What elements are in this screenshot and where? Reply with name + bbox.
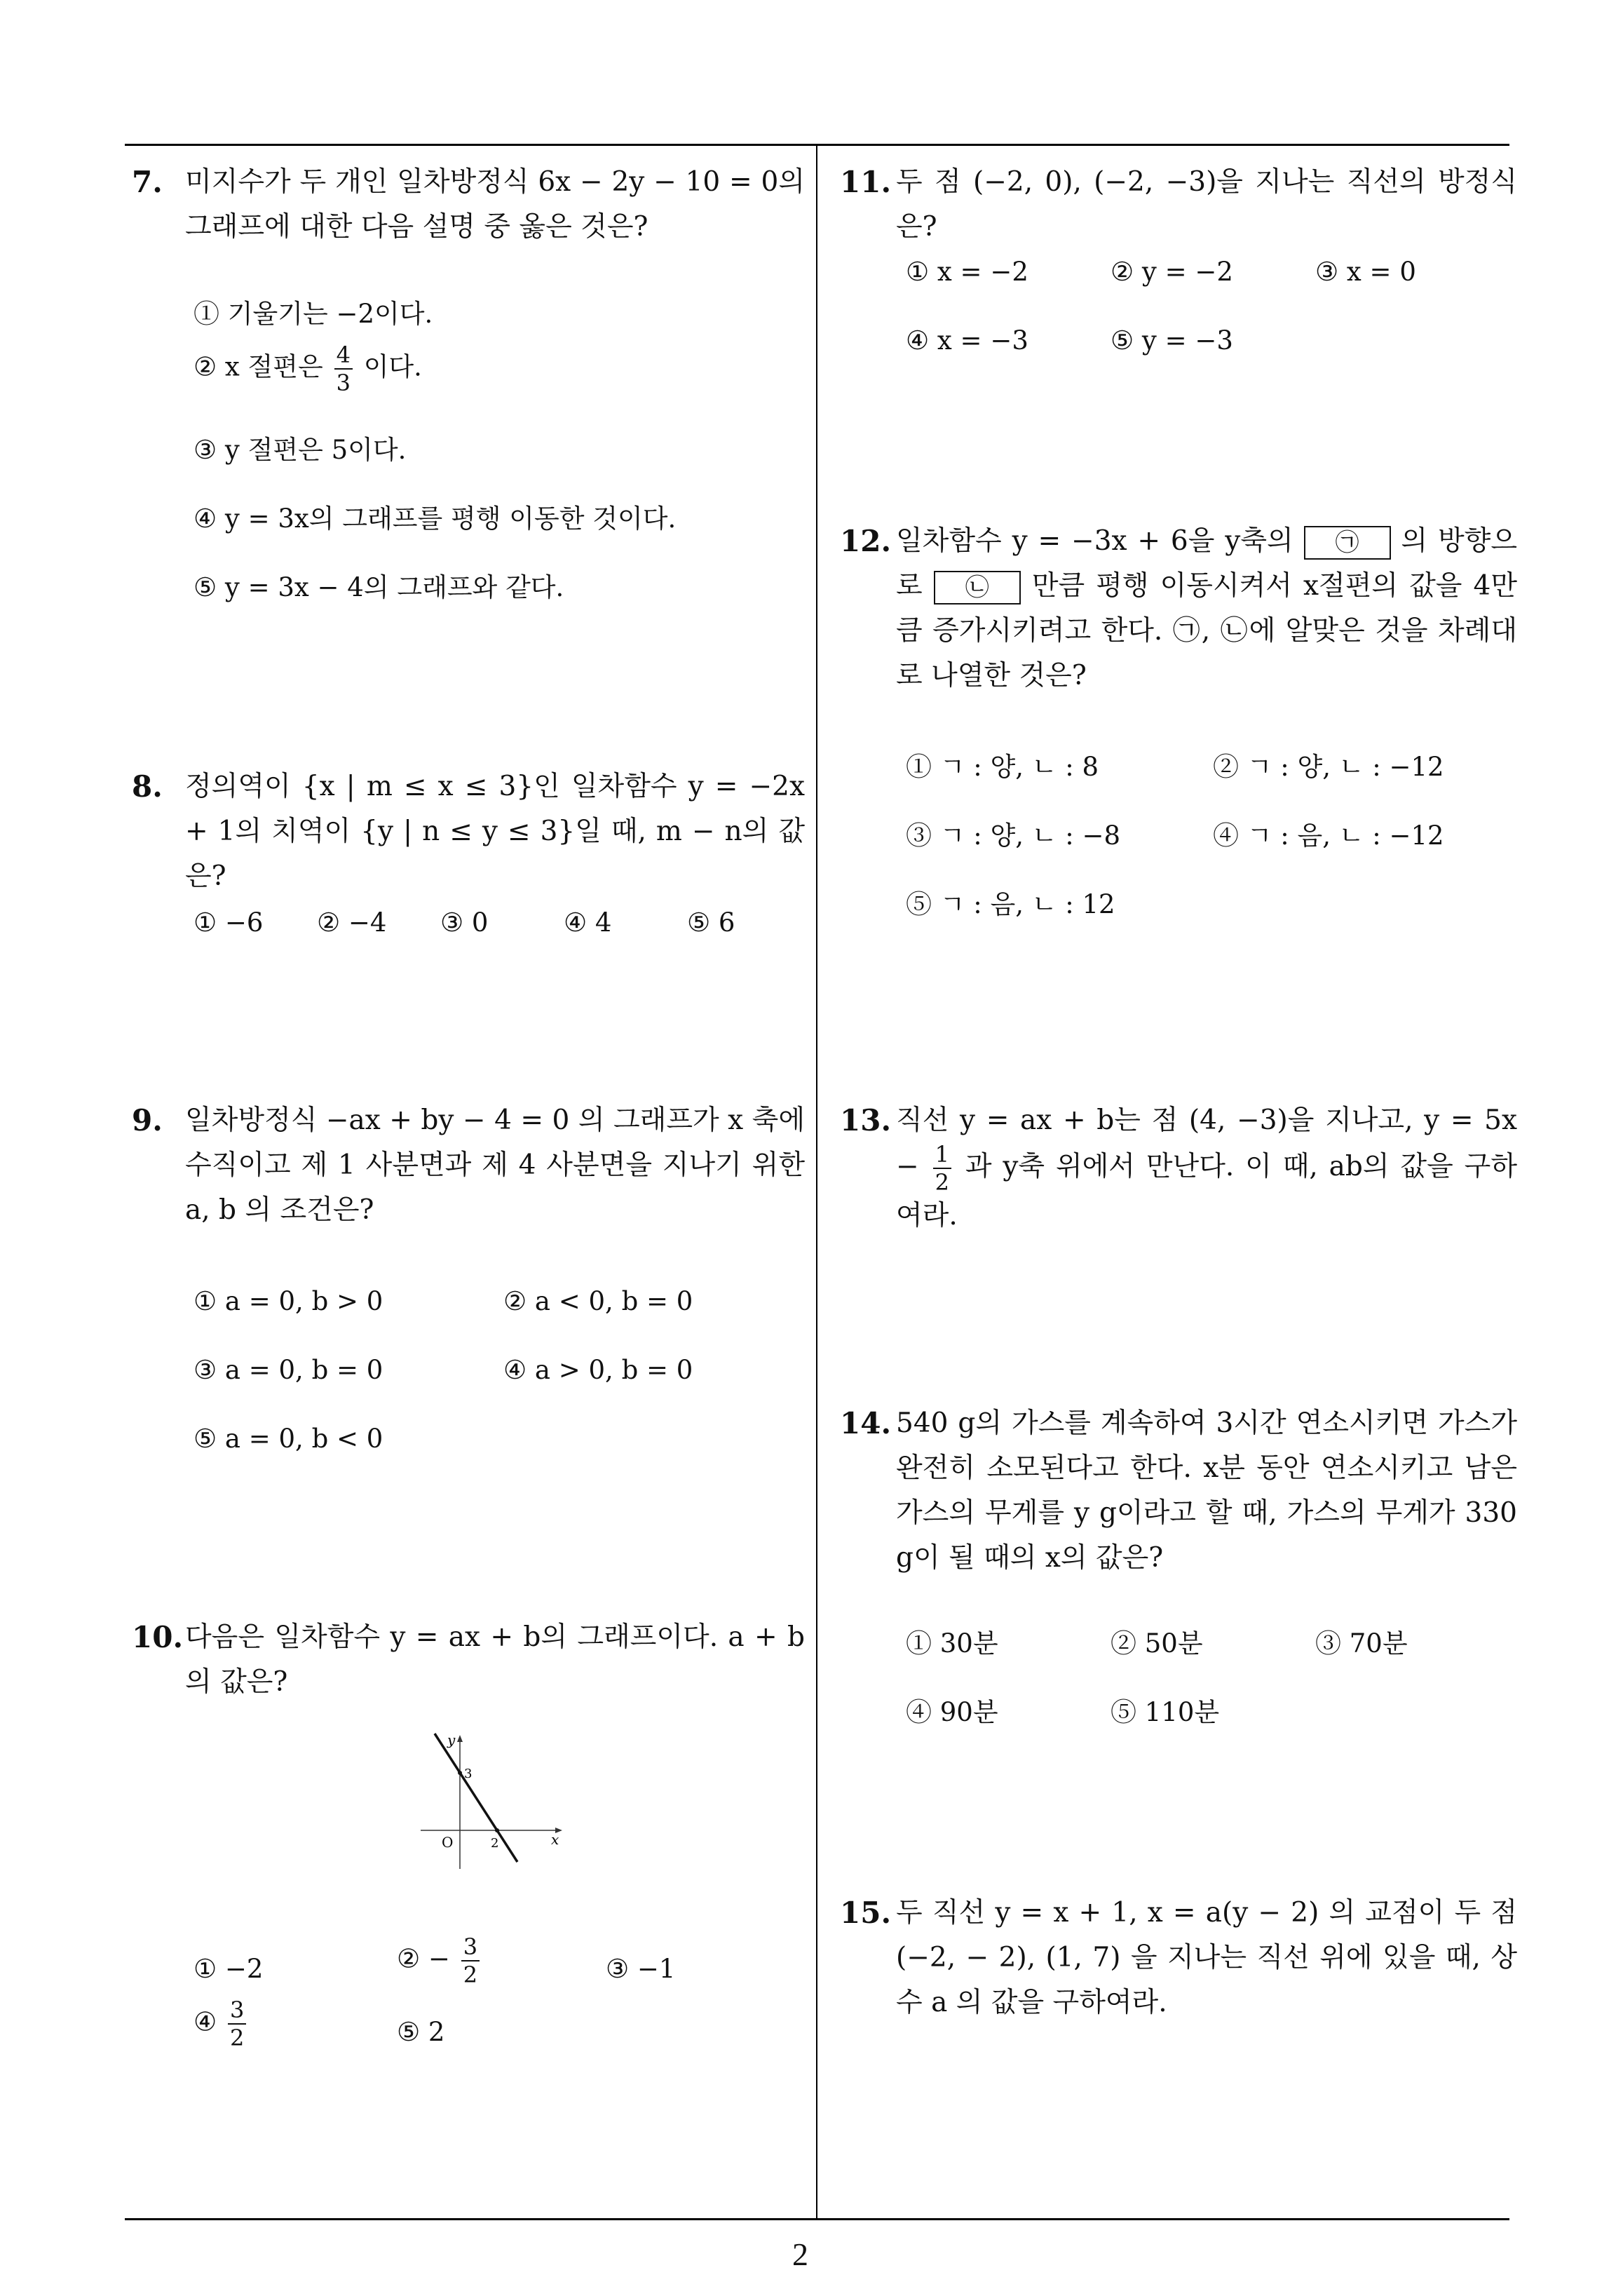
question-text-part-1: 일차함수 y = −3x + 6을 y축의 [896,525,1293,557]
x-intercept-label: 2 [491,1836,499,1851]
q14-options [906,1624,1509,1736]
question-text-part-1: 직선 y = ax + b는 점 (4, −3)을 지나고, y = 5x − [896,1105,1517,1182]
question-number: 10. [132,1620,184,1654]
y-intercept-point [458,1771,462,1775]
denominator: 3 [336,370,351,396]
x-axis-label: x [551,1831,559,1848]
option-3[interactable]: ③ x = 0 [1315,257,1416,287]
option-5[interactable]: ⑤ y = 3x − 4의 그래프와 같다. [193,572,564,602]
y-axis-label: y [447,1731,456,1748]
option-5[interactable]: ⑤ a = 0, b < 0 [193,1424,383,1454]
option-1[interactable]: ① x = −2 [906,257,1028,287]
denominator: 2 [463,1961,478,1988]
option-3[interactable]: ③ 0 [440,907,489,938]
option-2[interactable]: ② −4 [317,907,387,938]
option-4-prefix: ④ [193,2006,217,2037]
question-9 [132,1098,805,1233]
option-2-suffix: 이다. [363,351,422,382]
fraction [228,1999,246,2049]
option-3[interactable]: ③ 70분 [1315,1628,1408,1659]
question-number: 13. [840,1103,892,1137]
option-2[interactable] [397,1933,482,1988]
question-text [896,519,1517,698]
option-4[interactable]: ④ x = −3 [906,325,1028,356]
option-2[interactable] [193,344,422,394]
option-4[interactable]: ④ 4 [564,907,612,938]
option-2-prefix: ② x 절편은 [193,351,323,382]
question-text: 미지수가 두 개인 일차방정식 6x − 2y − 10 = 0의 그래프에 대한 다음 설명 중 옳은 것은? [185,166,805,243]
option-4[interactable]: ④ a > 0, b = 0 [503,1355,693,1385]
question-text-part-3: 만큼 평행 이동시켜서 x절편의 값을 4만큼 증가시키려고 한다. ㉠, ㉡에 알맞은 것을 차례대로 나열한 것은? [896,570,1517,691]
option-3[interactable]: ③ a = 0, b = 0 [193,1355,383,1385]
denominator: 2 [935,1169,949,1196]
option-1[interactable]: ① 기울기는 −2이다. [193,299,433,329]
question-text: 두 점 (−2, 0), (−2, −3)을 지나는 직선의 방정식은? [896,166,1517,243]
option-1[interactable]: ① −6 [193,907,264,938]
option-4[interactable]: ④ y = 3x의 그래프를 평행 이동한 것이다. [193,504,677,534]
question-text: 일차방정식 −ax + by − 4 = 0 의 그래프가 x 축에 수직이고 제 1 사분면과 제 4 사분면을 지나기 위한 a, b 의 조건은? [185,1105,805,1226]
q10-options [193,1933,803,2076]
option-4[interactable] [193,1999,249,2049]
y-axis-arrow [457,1735,463,1742]
question-text [896,1098,1517,1238]
numerator: 3 [228,1999,246,2025]
question-13 [840,1098,1517,1238]
question-text: 540 g의 가스를 계속하여 3시간 연소시키면 가스가 완전히 소모된다고 한다. x분 동안 연소시키고 남은 가스의 무게를 y g이라고 할 때, 가스의 무게가 330 g이 될 때의 x의 값은? [896,1407,1517,1574]
q9-options [193,1282,803,1457]
option-3[interactable]: ③ −1 [606,1954,676,1984]
linear-function-graph [414,1725,582,1872]
fraction [461,1933,480,1988]
page-number: 2 [792,2236,808,2272]
option-2[interactable]: ② ㄱ : 양, ㄴ : −12 [1213,752,1444,782]
question-number: 12. [840,524,892,558]
q8-options [193,903,803,945]
option-3[interactable]: ③ ㄱ : 양, ㄴ : −8 [906,821,1121,851]
option-2[interactable]: ② 50분 [1111,1628,1203,1659]
option-5[interactable]: ⑤ 2 [397,2017,445,2047]
question-number: 15. [840,1896,892,1930]
question-number: 9. [132,1103,163,1137]
question-12 [840,519,1517,698]
option-4[interactable]: ④ ㄱ : 음, ㄴ : −12 [1213,821,1444,851]
question-text: 다음은 일차함수 y = ax + b의 그래프이다. a + b의 값은? [185,1621,805,1698]
denominator: 2 [229,2025,245,2051]
option-1[interactable]: ① ㄱ : 양, ㄴ : 8 [906,752,1099,782]
q7-options [193,295,803,610]
question-number: 11. [840,165,892,199]
origin-label: O [442,1834,454,1851]
q12-options [906,748,1509,923]
numerator: 1 [933,1143,951,1169]
option-3[interactable]: ③ y 절편은 5이다. [193,435,407,465]
option-5[interactable]: ⑤ y = −3 [1111,325,1233,356]
x-intercept-point [495,1828,499,1832]
option-4[interactable]: ④ 90분 [906,1697,998,1727]
question-14 [840,1401,1517,1581]
option-5[interactable]: ⑤ 6 [687,907,735,938]
q11-options [906,252,1509,365]
blank-box-2: ㉡ [934,571,1021,605]
question-number: 7. [132,165,163,199]
fraction [334,344,353,394]
question-number: 14. [840,1406,892,1440]
option-2[interactable]: ② y = −2 [1111,257,1233,287]
question-7 [132,160,805,250]
numerator: 3 [461,1936,480,1961]
question-11 [840,160,1517,250]
column-divider [816,144,817,2220]
question-8 [132,764,805,899]
question-text: 두 직선 y = x + 1, x = a(y − 2) 의 교점이 두 점 (−2, − 2), (1, 7) 을 지나는 직선 위에 있을 때, 상수 a 의 값을 구하여라. [896,1897,1517,2018]
bottom-rule [125,2218,1509,2220]
question-text-part-2: 의 방향으로 [896,525,1517,602]
numerator: 4 [334,344,353,370]
option-5[interactable]: ⑤ 110분 [1111,1697,1220,1727]
fraction [933,1143,951,1194]
blank-box-1: ㉠ [1304,526,1391,560]
option-2[interactable]: ② a < 0, b = 0 [503,1286,693,1316]
option-5[interactable]: ⑤ ㄱ : 음, ㄴ : 12 [906,889,1115,919]
option-1[interactable]: ① a = 0, b > 0 [193,1286,383,1316]
question-text: 정의역이 {x | m ≤ x ≤ 3}인 일차함수 y = −2x + 1의 치역이 {y | n ≤ y ≤ 3}일 때, m − n의 값은? [185,771,805,892]
question-number: 8. [132,769,163,804]
option-1[interactable]: ① −2 [193,1954,264,1984]
question-15 [840,1891,1517,2025]
question-text-part-2: 과 y축 위에서 만난다. 이 때, ab의 값을 구하여라. [896,1151,1517,1231]
y-intercept-label: 3 [464,1767,473,1781]
option-1[interactable]: ① 30분 [906,1628,998,1659]
option-2-prefix: ② − [397,1943,450,1974]
question-10 [132,1615,805,1705]
